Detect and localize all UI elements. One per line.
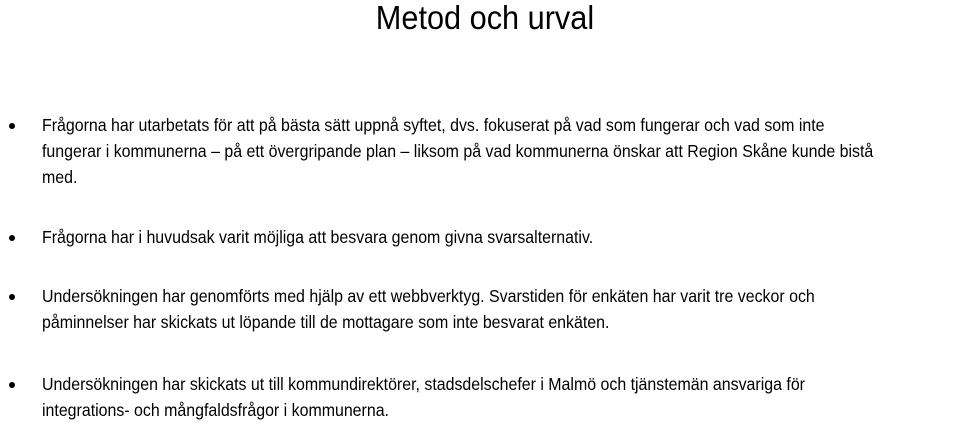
- bullet-line: integrations- och mångfaldsfrågor i kommunerna.: [42, 400, 389, 420]
- bullet-line: Frågorna har i huvudsak varit möjliga att besvara genom givna svarsalternativ.: [42, 227, 594, 247]
- bullet-dot-icon: [9, 382, 15, 388]
- bullet-text: [42, 224, 888, 250]
- bullet-line: Frågorna har utarbetats för att på bästa sätt uppnå syftet, dvs. fokuserat på vad som fungerar och vad som inte: [42, 115, 825, 135]
- bullet-dot-icon: [9, 123, 15, 129]
- slide-title: Metod och urval: [375, 0, 595, 36]
- bullet-text: [42, 371, 888, 423]
- bullet-line: Undersökningen har skickats ut till kommundirektörer, stadsdelschefer i Malmö och tjänstemän ansvariga för: [42, 374, 805, 394]
- bullet-dot-icon: [9, 235, 15, 241]
- bullet-line: påminnelser har skickats ut löpande till de mottagare som inte besvarat enkäten.: [42, 312, 610, 332]
- bullet-text: [42, 283, 888, 335]
- bullet-dot-icon: [9, 294, 15, 300]
- bullet-text: [42, 112, 888, 190]
- bullet-line: Undersökningen har genomförts med hjälp av ett webbverktyg. Svarstiden för enkäten har varit tre veckor och: [42, 286, 815, 306]
- bullet-line: fungerar i kommunerna – på ett övergripande plan – liksom på vad kommunerna önskar att Region Skåne kunde bistå: [42, 141, 874, 161]
- bullet-line: med.: [42, 167, 78, 187]
